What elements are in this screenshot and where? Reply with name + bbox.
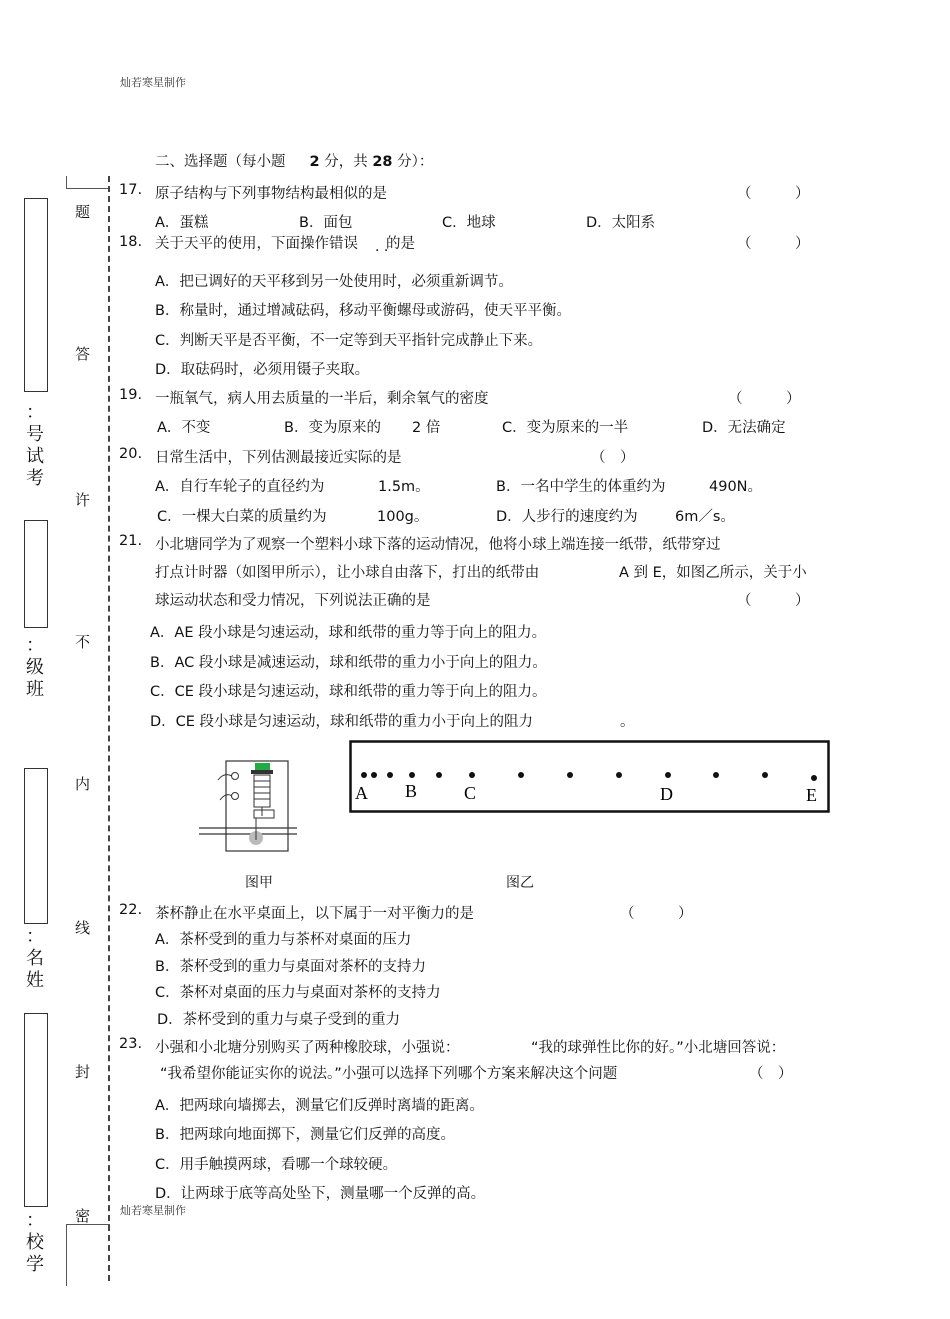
option: A．茶杯受到的重力与茶杯对桌面的压力: [155, 932, 412, 948]
question-stem-line: “我希望你能证实你的说法。”小强可以选择下列哪个方案来解决这个问题: [160, 1066, 618, 1082]
option: A．自行车轮子的直径约为: [155, 479, 325, 495]
option: D．无法确定: [702, 420, 786, 436]
option-value: 2 倍: [412, 420, 441, 436]
question-stem-line: “我的球弹性比你的好。”小北塘回答说：: [531, 1040, 786, 1056]
question-stem: 原子结构与下列事物结构最相似的是: [155, 186, 387, 202]
school-label: ： 校 学: [26, 1210, 44, 1275]
answer-bracket: （ ）: [737, 236, 810, 252]
question-number: 21.: [119, 533, 143, 549]
option: B．茶杯受到的重力与桌面对茶杯的支持力: [155, 959, 426, 975]
section-suffix: 分）：: [397, 154, 434, 170]
option: C．用手触摸两球，看哪一个球较硬。: [155, 1157, 398, 1173]
option: C．茶杯对桌面的压力与桌面对茶杯的支持力: [155, 985, 441, 1001]
tape-label-a: A: [355, 783, 368, 803]
question-stem-line: 小强和小北塘分别购买了两种橡胶球，小强说：: [155, 1040, 460, 1056]
option: B．AC 段小球是减速运动，球和纸带的重力小于向上的阻力。: [150, 655, 547, 671]
class-label: ： 级 班: [26, 635, 44, 700]
answer-bracket: （ ）: [728, 391, 801, 407]
section-mid: 分，共: [324, 154, 368, 170]
option: D．人步行的速度约为: [496, 509, 638, 525]
question-stem-line: 球运动状态和受力情况，下列说法正确的是: [155, 593, 431, 609]
question-stem: 一瓶氧气，病人用去质量的一半后，剩余氧气的密度: [155, 391, 489, 407]
question-number: 17.: [119, 182, 143, 198]
tape-label-b: B: [405, 781, 418, 801]
answer-bracket: （ ）: [737, 186, 810, 202]
option: C．一棵大白菜的质量约为: [157, 509, 327, 525]
option: D．CE 段小球是匀速运动，球和纸带的重力小于向上的阻力: [150, 714, 534, 730]
name-box[interactable]: [24, 768, 48, 924]
answer-bracket: （ ）: [591, 450, 635, 466]
question-number: 18.: [119, 234, 143, 250]
figure-label-left: 图甲: [245, 875, 273, 891]
option: D．太阳系: [586, 215, 656, 231]
margin-tick-top: [66, 176, 67, 188]
tape-label-c: C: [464, 783, 477, 803]
seal-char: 答: [75, 345, 91, 363]
option: B．一名中学生的体重约为: [496, 479, 666, 495]
option: A．不变: [157, 420, 211, 436]
seal-char: 不: [75, 633, 91, 651]
page-footer: 灿若寒星制作: [120, 1204, 186, 1217]
answer-bracket: （ ）: [749, 1066, 793, 1082]
option-value: 100g。: [377, 509, 429, 525]
option: C．CE 段小球是匀速运动，球和纸带的重力等于向上的阻力。: [150, 684, 547, 700]
question-stem-line: A 到 E，如图乙所示，关于小: [619, 565, 807, 581]
question-stem: 茶杯静止在水平桌面上，以下属于一对平衡力的是: [155, 906, 474, 922]
seal-char: 许: [75, 491, 91, 509]
option-value: 490N。: [709, 479, 763, 495]
option: A．把已调好的天平移到另一处使用时，必须重新调节。: [155, 274, 513, 290]
option: B．面包: [299, 215, 353, 231]
tape-label-d: D: [660, 784, 673, 804]
emphasis-dots: · ·: [375, 243, 389, 259]
option-value: 6m／s。: [675, 509, 735, 525]
section-heading: [155, 150, 433, 171]
option: D．取砝码时，必须用镊子夹取。: [155, 362, 370, 378]
seal-char: 密: [75, 1207, 91, 1225]
question-number: 19.: [119, 387, 143, 403]
option: A．AE 段小球是匀速运动，球和纸带的重力等于向上的阻力。: [150, 625, 547, 641]
answer-bracket: （ ）: [620, 906, 693, 922]
option: C．判断天平是否平衡，不一定等到天平指针完成静止下来。: [155, 333, 543, 349]
seal-char: 封: [75, 1063, 91, 1081]
name-label: ： 名 姓: [26, 926, 44, 991]
question-number: 23.: [119, 1036, 143, 1052]
question-stem-line: 小北塘同学为了观察一个塑料小球下落的运动情况，他将小球上端连接一纸带，纸带穿过: [155, 537, 721, 553]
question-number: 20.: [119, 446, 143, 462]
question-stem-line: 打点计时器（如图甲所示），让小球自由落下，打出的纸带由: [155, 565, 540, 581]
option: B．变为原来的: [284, 420, 381, 436]
margin-rule-top: [66, 188, 110, 189]
binding-dashed-line: [108, 176, 110, 1281]
exam-number-label: ： 号 试 考: [26, 402, 44, 489]
seal-char: 内: [75, 775, 91, 793]
figure-label-right: 图乙: [506, 875, 534, 891]
option-end-mark: 。: [620, 714, 635, 730]
question-stem-part: 的是: [386, 236, 415, 252]
option: C．地球: [442, 215, 496, 231]
option-value: 1.5m。: [378, 479, 430, 495]
option: C．变为原来的一半: [502, 420, 629, 436]
exam-number-box[interactable]: [24, 198, 48, 392]
seal-char: 题: [75, 203, 91, 221]
class-box[interactable]: [24, 520, 48, 628]
ticker-timer-figure: [196, 758, 300, 854]
margin-tick-bottom: [66, 1224, 67, 1286]
option: B．称量时，通过增减砝码，移动平衡螺母或游码，使天平平衡。: [155, 303, 571, 319]
seal-char: 线: [75, 919, 91, 937]
page-header: 灿若寒星制作: [120, 76, 186, 89]
option: A．蛋糕: [155, 215, 209, 231]
option: D．让两球于底等高处坠下，测量哪一个反弹的高。: [155, 1186, 486, 1202]
section-prefix: 二、选择题（每小题: [155, 154, 286, 170]
question-stem: 日常生活中，下列估测最接近实际的是: [155, 450, 402, 466]
paper-tape-figure: [349, 740, 831, 814]
section-points: 2: [309, 154, 320, 170]
option: B．把两球向地面掷下，测量它们反弹的高度。: [155, 1127, 455, 1143]
answer-bracket: （ ）: [737, 593, 810, 609]
question-number: 22.: [119, 902, 143, 918]
question-stem-part: 关于天平的使用，下面操作错误: [155, 236, 358, 252]
option: D．茶杯受到的重力与桌子受到的重力: [157, 1012, 401, 1028]
tape-label-e: E: [806, 785, 817, 805]
section-total: 28: [372, 154, 393, 170]
school-box[interactable]: [24, 1013, 48, 1207]
option: A．把两球向墙掷去，测量它们反弹时离墙的距离。: [155, 1098, 484, 1114]
